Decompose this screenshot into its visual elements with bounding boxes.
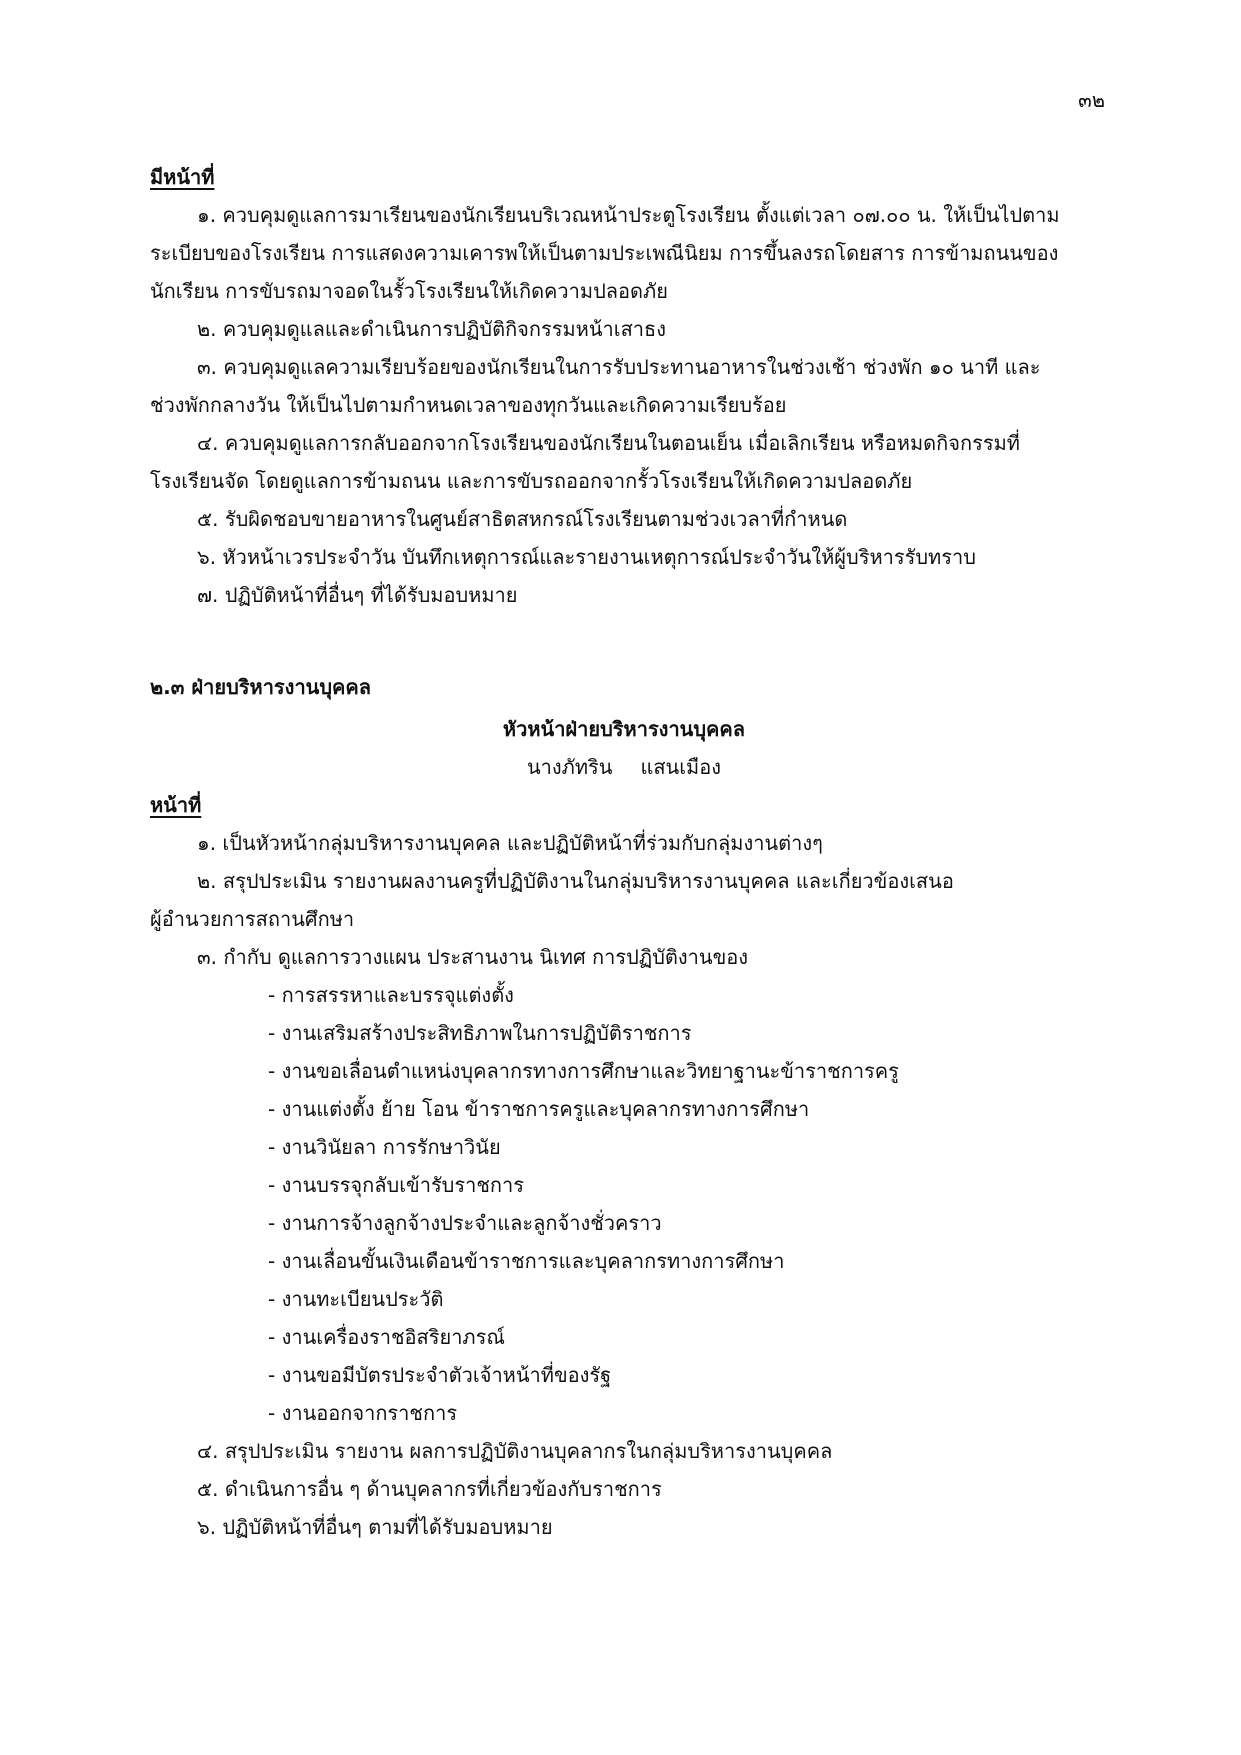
duties-heading-1: มีหน้าที่ [150, 165, 215, 189]
duty-line: ๕. รับผิดชอบขายอาหารในศูนย์สาธิตสหกรณ์โรงเรียนตามช่วงเวลาที่กำหนด [197, 507, 848, 531]
duties-section-1 [150, 158, 1098, 614]
sub-item: - งานการจ้างลูกจ้างประจำและลูกจ้างชั่วคราว [268, 1211, 662, 1235]
duty-line: ๗. ปฏิบัติหน้าที่อื่นๆ ที่ได้รับมอบหมาย [197, 583, 518, 607]
sub-item: - งานออกจากราชการ [268, 1401, 458, 1425]
duty-line: ๓. ควบคุมดูแลความเรียบร้อยของนักเรียนในการรับประทานอาหารในช่วงเช้า ช่วงพัก ๑๐ นาที และ [197, 355, 1041, 379]
page-number: ๓๒ [1078, 88, 1105, 112]
duties-heading-2: หน้าที่ [150, 793, 202, 817]
duty-line: ระเบียบของโรงเรียน การแสดงความเคารพให้เป็นตามประเพณีนิยม การขึ้นลงรถโดยสาร การข้ามถนนของ [150, 241, 1059, 265]
duty-item: ๖. ปฏิบัติหน้าที่อื่นๆ ตามที่ได้รับมอบหมาย [197, 1515, 553, 1539]
head-first-name: นางภัทริน [526, 755, 613, 779]
duty-item: ๕. ดำเนินการอื่น ๆ ด้านบุคลากรที่เกี่ยวข้องกับราชการ [197, 1477, 662, 1501]
personnel-section [150, 668, 1098, 1546]
duty-item: ๓. กำกับ ดูแลการวางแผน ประสานงาน นิเทศ การปฏิบัติงานของ [197, 945, 749, 969]
sub-item: - งานขอมีบัตรประจำตัวเจ้าหน้าที่ของรัฐ [268, 1363, 612, 1387]
sub-item: - การสรรหาและบรรจุแต่งตั้ง [268, 983, 514, 1007]
duty-item: ผู้อำนวยการสถานศึกษา [150, 907, 355, 931]
sub-item: - งานเครื่องราชอิสริยาภรณ์ [268, 1325, 505, 1349]
sub-item: - งานเลื่อนขั้นเงินเดือนข้าราชการและบุคลากรทางการศึกษา [268, 1249, 785, 1273]
duty-item: ๑. เป็นหัวหน้ากลุ่มบริหารงานบุคคล และปฏิบัติหน้าที่ร่วมกับกลุ่มงานต่างๆ [197, 831, 823, 855]
duty-line: ๖. หัวหน้าเวรประจำวัน บันทึกเหตุการณ์และรายงานเหตุการณ์ประจำวันให้ผู้บริหารรับทราบ [197, 545, 976, 569]
head-last-name: แสนเมือง [640, 755, 722, 779]
sub-item: - งานบรรจุกลับเข้ารับราชการ [268, 1173, 525, 1197]
sub-item: - งานแต่งตั้ง ย้าย โอน ข้าราชการครูและบุคลากรทางการศึกษา [268, 1097, 810, 1121]
head-name [150, 748, 1098, 786]
sub-item: - งานเสริมสร้างประสิทธิภาพในการปฏิบัติราชการ [268, 1021, 692, 1045]
duty-line: ๑. ควบคุมดูแลการมาเรียนของนักเรียนบริเวณหน้าประตูโรงเรียน ตั้งแต่เวลา ๐๗.๐๐ น. ให้เป็นไปตาม [197, 203, 1060, 227]
duty-line: นักเรียน การขับรถมาจอดในรั้วโรงเรียนให้เกิดความปลอดภัย [150, 279, 668, 303]
section-title: ๒.๓ ฝ่ายบริหารงานบุคคล [150, 675, 372, 699]
duty-line: ๔. ควบคุมดูแลการกลับออกจากโรงเรียนของนักเรียนในตอนเย็น เมื่อเลิกเรียน หรือหมดกิจกรรมที่ [197, 431, 1020, 455]
duty-item: ๔. สรุปประเมิน รายงาน ผลการปฏิบัติงานบุคลากรในกลุ่มบริหารงานบุคคล [197, 1439, 833, 1463]
duty-item: ๒. สรุปประเมิน รายงานผลงานครูที่ปฏิบัติงานในกลุ่มบริหารงานบุคคล และเกี่ยวข้องเสนอ [197, 869, 954, 893]
sub-item: - งานวินัยลา การรักษาวินัย [268, 1135, 501, 1159]
sub-item: - งานขอเลื่อนตำแหน่งบุคลากรทางการศึกษาและวิทยาฐานะข้าราชการครู [268, 1059, 899, 1083]
sub-item: - งานทะเบียนประวัติ [268, 1287, 444, 1311]
duty-line: ช่วงพักกลางวัน ให้เป็นไปตามกำหนดเวลาของทุกวันและเกิดความเรียบร้อย [150, 393, 787, 417]
head-title: หัวหน้าฝ่ายบริหารงานบุคคล [502, 717, 746, 741]
duty-line: ๒. ควบคุมดูแลและดำเนินการปฏิบัติกิจกรรมหน้าเสาธง [197, 317, 667, 341]
duty-line: โรงเรียนจัด โดยดูแลการข้ามถนน และการขับรถออกจากรั้วโรงเรียนให้เกิดความปลอดภัย [150, 469, 913, 493]
